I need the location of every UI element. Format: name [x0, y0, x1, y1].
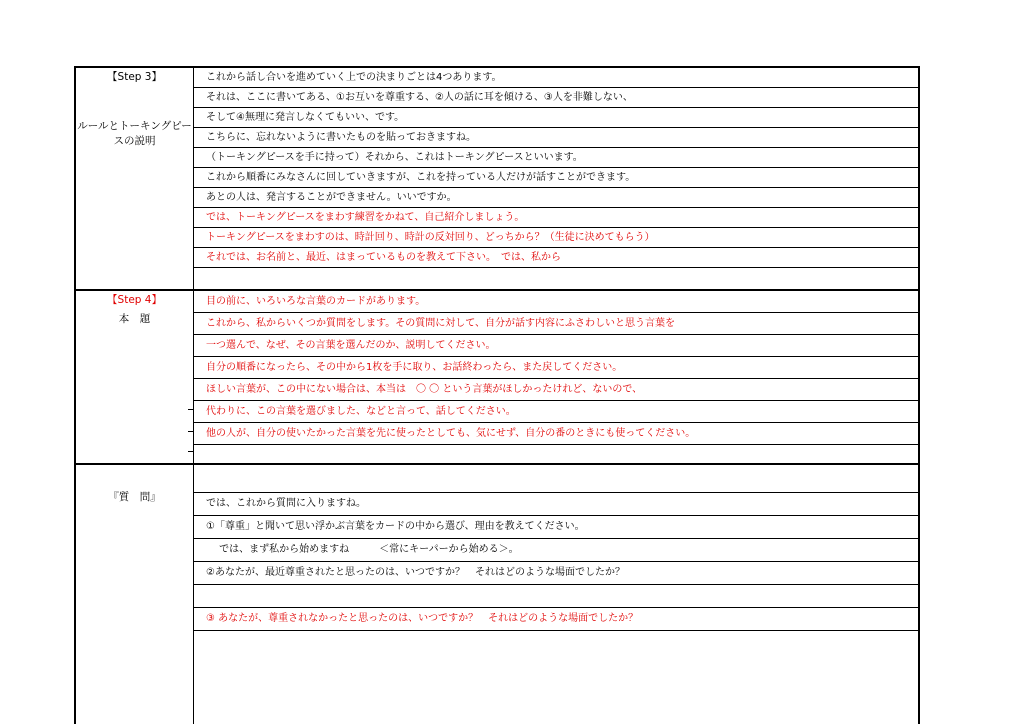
section-subtitle: 本 題 — [118, 313, 151, 325]
section-rows — [194, 465, 918, 724]
section-step3 — [76, 66, 918, 291]
section-title: 【Step 3】 — [107, 71, 162, 83]
script-line: ほしい言葉が、この中にない場合は、本当は 〇 〇 という言葉がほしかったけれど、ないので、 — [194, 379, 918, 401]
border-tick — [188, 409, 194, 410]
script-line: 自分の順番になったら、その中から1枚を手に取り、お話終わったら、また戻してください。 — [194, 357, 918, 379]
script-line: では、これから質問に入りますね。 — [194, 493, 918, 516]
script-line: （トーキングピースを手に持って）それから、これはトーキングピースといいます。 — [194, 148, 918, 168]
script-line: では、まず私から始めますね ＜常にキーパーから始める＞。 — [194, 539, 918, 562]
script-line: ②あなたが、最近尊重されたと思ったのは、いつですか？ それはどのような場面でしたか？ — [194, 562, 918, 585]
script-line — [194, 631, 918, 654]
script-line: これから、私からいくつか質問をします。その質問に対して、自分が話す内容にふさわしいと思う言葉を — [194, 313, 918, 335]
section-subtitle: ルールとトーキングピースの説明 — [77, 120, 192, 147]
section-questions — [76, 465, 918, 724]
section-heading-cell — [76, 465, 194, 724]
script-line: こちらに、忘れないように書いたものを貼っておきますね。 — [194, 128, 918, 148]
script-line: 目の前に、いろいろな言葉のカードがあります。 — [194, 291, 918, 313]
script-line: 他の人が、自分の使いたかった言葉を先に使ったとしても、気にせず、自分の番のときにも使ってください。 — [194, 423, 918, 445]
section-rows — [194, 68, 918, 289]
border-tick — [188, 451, 194, 452]
script-line: それでは、お名前と、最近、はまっているものを教えて下さい。 では、私から — [194, 248, 918, 268]
script-line: トーキングピースをまわすのは、時計回り、時計の反対回り、どっちから？（生徒に決めてもらう） — [194, 228, 918, 248]
script-line: それは、ここに書いてある、①お互いを尊重する、②人の話に耳を傾ける、③人を非難しない、 — [194, 88, 918, 108]
script-line: 代わりに、この言葉を選びました、などと言って、話してください。 — [194, 401, 918, 423]
section-step4 — [76, 291, 918, 465]
section-heading-cell — [76, 291, 194, 463]
script-line: では、トーキングピースをまわす練習をかねて、自己紹介しましょう。 — [194, 208, 918, 228]
script-line: そして④無理に発言しなくてもいい、です。 — [194, 108, 918, 128]
section-rows — [194, 291, 918, 463]
section-title: 『質 問』 — [108, 491, 161, 503]
script-line — [194, 445, 918, 467]
script-table — [74, 66, 920, 724]
section-heading-cell — [76, 68, 194, 289]
script-line — [194, 585, 918, 608]
script-line: これから話し合いを進めていく上での決まりごとは4つあります。 — [194, 68, 918, 88]
script-line — [194, 465, 918, 493]
script-line: あとの人は、発言することができません。いいですか。 — [194, 188, 918, 208]
script-line: ③ あなたが、尊重されなかったと思ったのは、いつですか？ それはどのような場面でしたか？ — [194, 608, 918, 631]
border-tick — [188, 431, 194, 432]
script-line — [194, 268, 918, 288]
section-title: 【Step 4】 — [107, 294, 162, 306]
script-line: 一つ選んで、なぜ、その言葉を選んだのか、説明してください。 — [194, 335, 918, 357]
script-line: ①「尊重」と聞いて思い浮かぶ言葉をカードの中から選び、理由を教えてください。 — [194, 516, 918, 539]
script-line: これから順番にみなさんに回していきますが、これを持っている人だけが話すことができます。 — [194, 168, 918, 188]
